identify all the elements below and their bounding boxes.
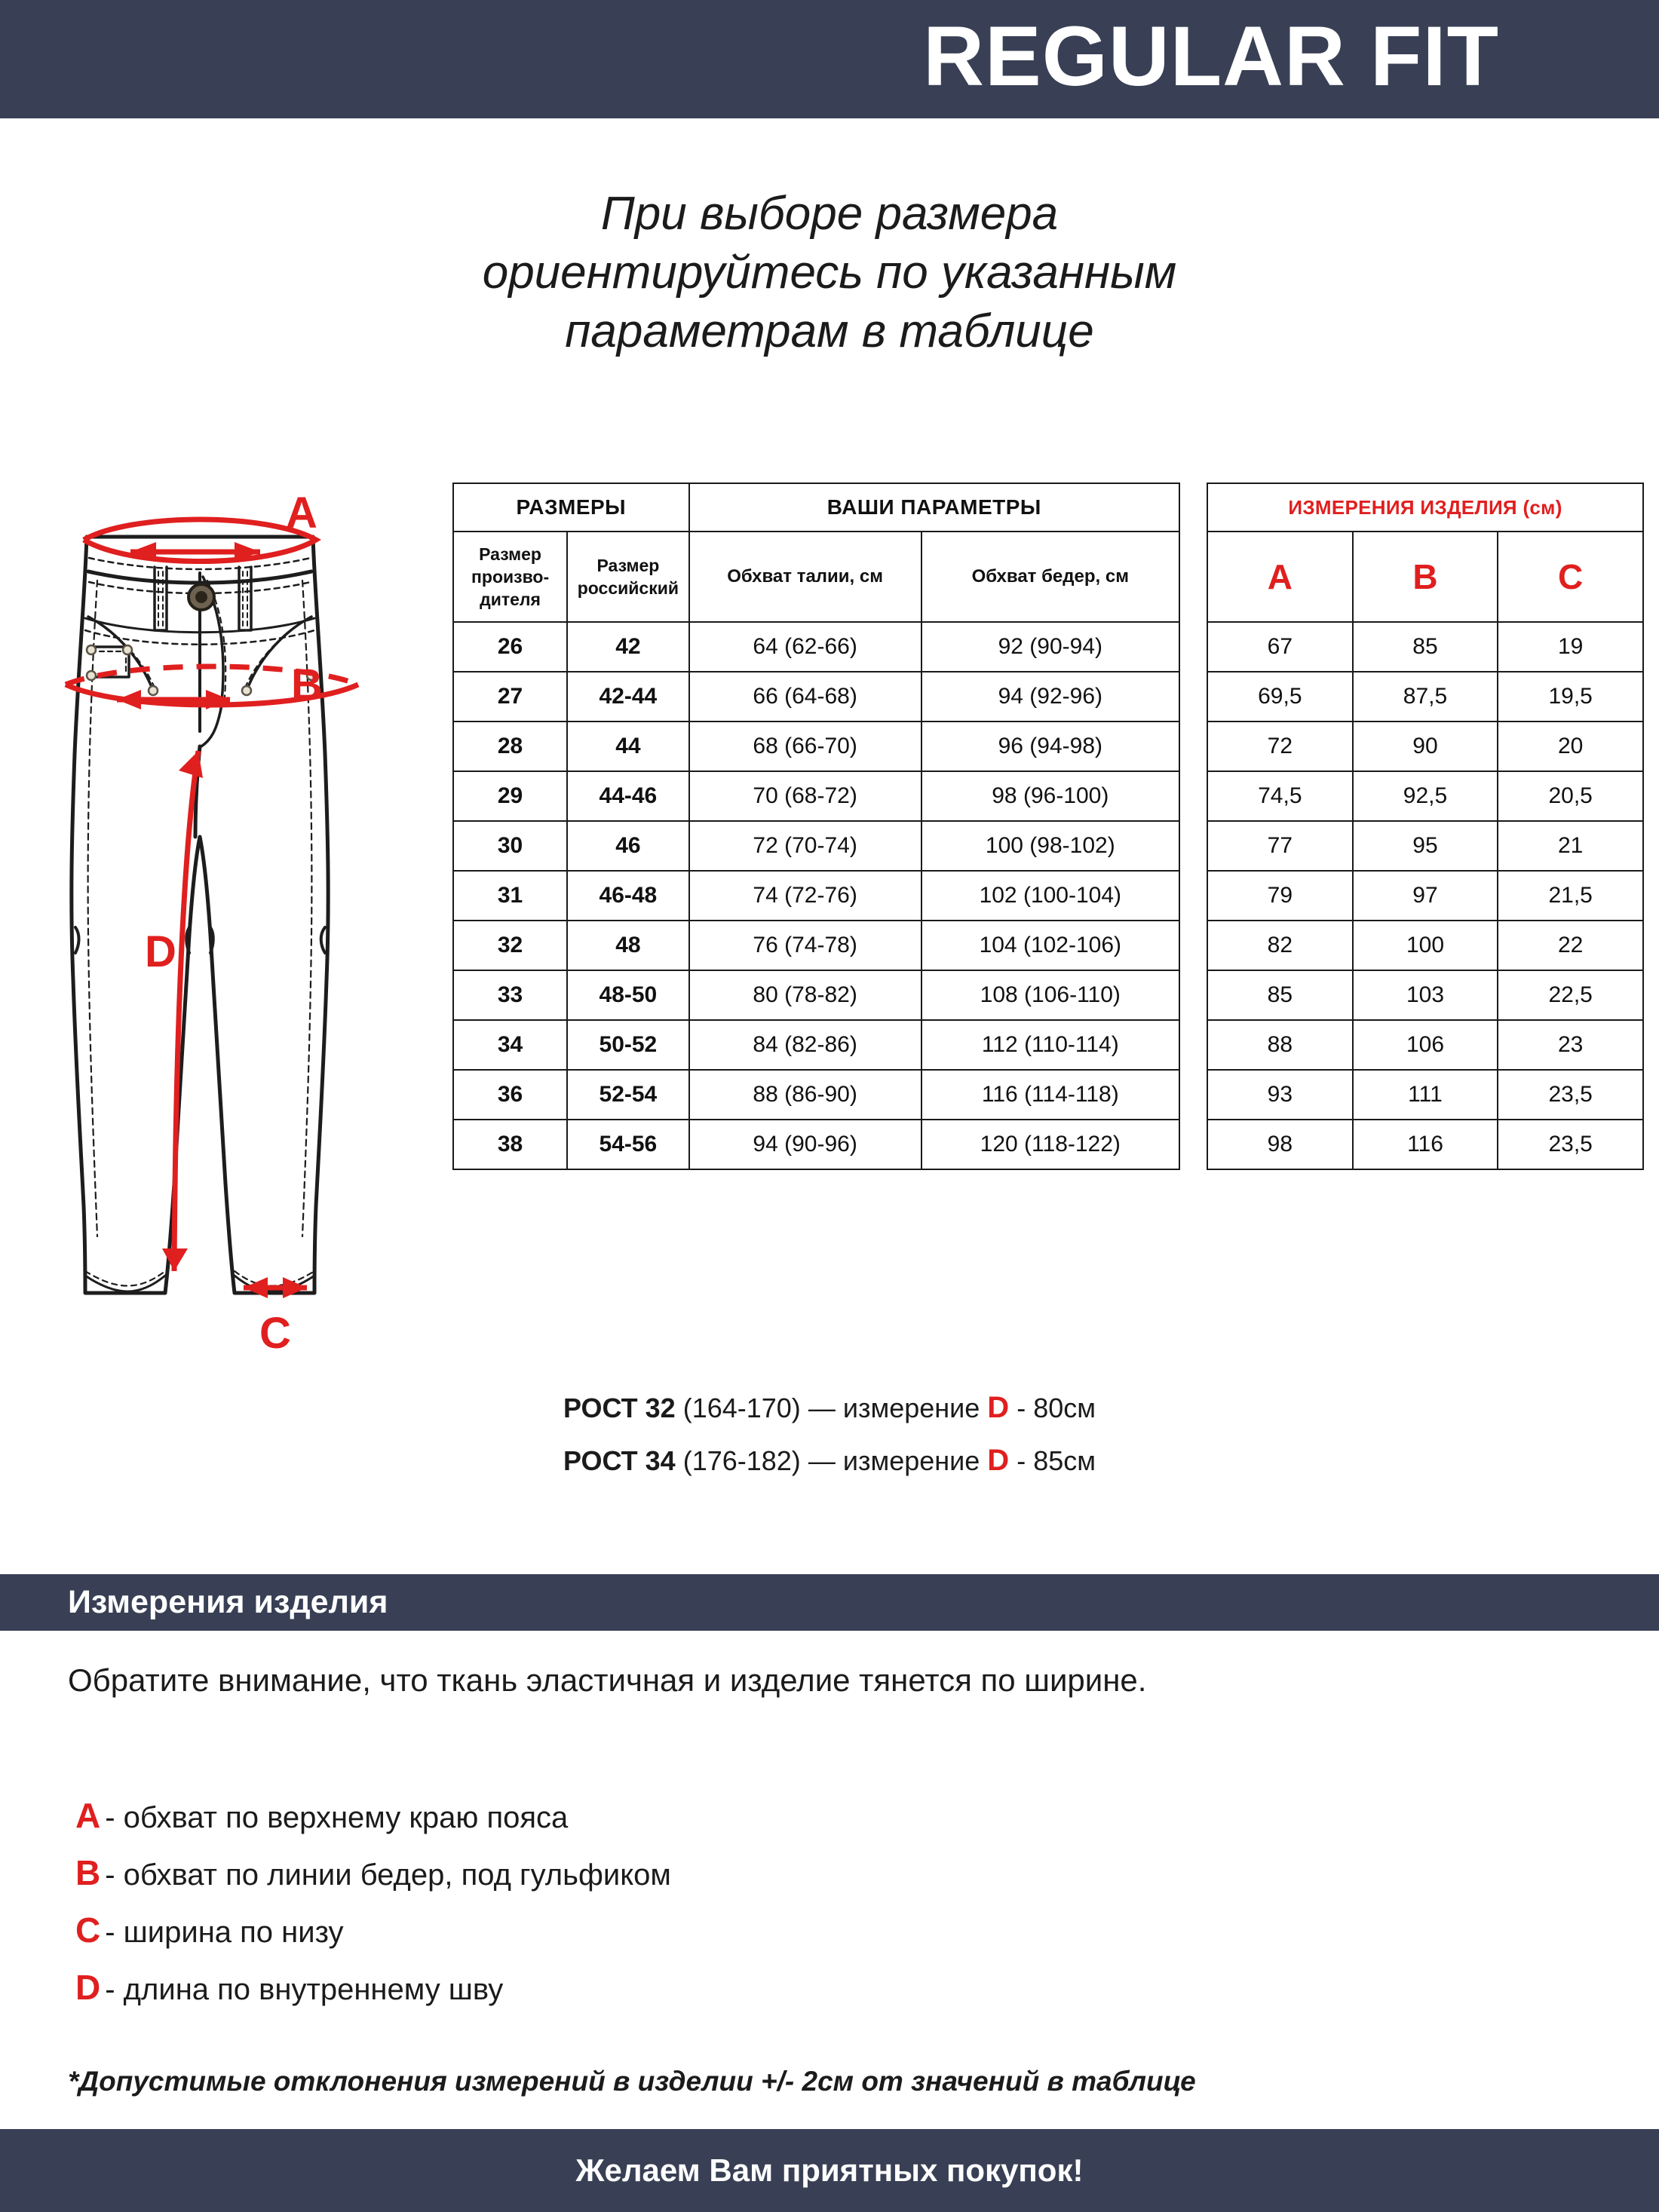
table-row: [453, 921, 1179, 970]
label-b: B: [291, 660, 323, 709]
cell-b: 103: [1353, 970, 1498, 1020]
cell-b: 106: [1353, 1020, 1498, 1070]
table-row: [1207, 1070, 1643, 1120]
table-row: [453, 722, 1179, 771]
rus-line-2: российский: [577, 578, 679, 598]
top-banner: [0, 0, 1659, 118]
measurement-legend: [75, 1787, 671, 2016]
table-row: [1207, 1020, 1643, 1070]
cell-c: 20,5: [1498, 771, 1643, 821]
subtitle-line-3: параметрам в таблице: [565, 305, 1094, 357]
page-title: REGULAR FIT: [923, 9, 1499, 103]
cell-waist: 66 (64-68): [689, 672, 921, 722]
size-table-right: [1207, 483, 1644, 1170]
cell-hips: 102 (100-104): [921, 871, 1179, 921]
subtitle-line-1: При выборе размера: [600, 188, 1059, 240]
cell-hips: 92 (90-94): [921, 622, 1179, 672]
cell-hips: 98 (96-100): [921, 771, 1179, 821]
cell-russian-size: 42: [567, 622, 689, 672]
cell-russian-size: 48-50: [567, 970, 689, 1020]
cell-c: 19,5: [1498, 672, 1643, 722]
cell-c: 22,5: [1498, 970, 1643, 1020]
height-note-word: измерение: [842, 1445, 980, 1476]
table-group-header-row: [1207, 483, 1643, 532]
label-a: A: [286, 489, 317, 538]
column-header-a: A: [1207, 532, 1353, 622]
cell-a: 88: [1207, 1020, 1353, 1070]
cell-manufacturer-size: 30: [453, 821, 567, 871]
column-header-russian-size: [567, 532, 689, 622]
section-bar-product-measurements: [0, 1574, 1659, 1631]
cell-a: 85: [1207, 970, 1353, 1020]
bottom-banner: [0, 2129, 1659, 2212]
cell-b: 116: [1353, 1120, 1498, 1169]
cell-b: 87,5: [1353, 672, 1498, 722]
cell-b: 85: [1353, 622, 1498, 672]
legend-key-b: B: [75, 1853, 101, 1892]
label-c: C: [259, 1309, 291, 1358]
size-table-left: [452, 483, 1180, 1170]
table-row: [453, 1120, 1179, 1169]
legend-text-b: - обхват по линии бедер, под гульфиком: [105, 1858, 671, 1892]
cell-waist: 64 (62-66): [689, 622, 921, 672]
cell-waist: 94 (90-96): [689, 1120, 921, 1169]
cell-manufacturer-size: 26: [453, 622, 567, 672]
table-row: [453, 1020, 1179, 1070]
height-note-value: - 80см: [1017, 1392, 1096, 1423]
height-note-key: D: [987, 1444, 1010, 1477]
table-row: [1207, 771, 1643, 821]
cell-waist: 68 (66-70): [689, 722, 921, 771]
legend-key-a: A: [75, 1796, 101, 1835]
height-note-34: [0, 1444, 1659, 1478]
table-row: [1207, 871, 1643, 921]
tolerance-footnote: *Допустимые отклонения измерений в изделии +/- 2см от значений в таблице: [68, 2066, 1196, 2097]
cell-a: 67: [1207, 622, 1353, 672]
cell-a: 82: [1207, 921, 1353, 970]
height-note-label: РОСТ 34: [563, 1445, 676, 1476]
column-header-c: C: [1498, 532, 1643, 622]
cell-b: 95: [1353, 821, 1498, 871]
cell-russian-size: 48: [567, 921, 689, 970]
cell-russian-size: 50-52: [567, 1020, 689, 1070]
table-row: [1207, 672, 1643, 722]
cell-russian-size: 46-48: [567, 871, 689, 921]
cell-a: 98: [1207, 1120, 1353, 1169]
cell-c: 23,5: [1498, 1070, 1643, 1120]
cell-a: 77: [1207, 821, 1353, 871]
cell-a: 79: [1207, 871, 1353, 921]
legend-key-d: D: [75, 1968, 101, 2007]
cell-manufacturer-size: 33: [453, 970, 567, 1020]
cell-b: 97: [1353, 871, 1498, 921]
cell-c: 21: [1498, 821, 1643, 871]
cell-russian-size: 44-46: [567, 771, 689, 821]
legend-item-d: [75, 1959, 671, 2016]
cell-c: 21,5: [1498, 871, 1643, 921]
cell-waist: 88 (86-90): [689, 1070, 921, 1120]
table-row: [1207, 821, 1643, 871]
height-note-key: D: [987, 1391, 1010, 1424]
table-row: [453, 771, 1179, 821]
column-header-waist: Обхват талии, см: [689, 532, 921, 622]
height-note-dash: —: [808, 1392, 836, 1423]
cell-hips: 94 (92-96): [921, 672, 1179, 722]
height-note-range: (164-170): [682, 1392, 801, 1423]
cell-hips: 116 (114-118): [921, 1070, 1179, 1120]
table-group-header-row: [453, 483, 1179, 532]
subtitle-line-2: ориентируйтесь по указанным: [482, 247, 1177, 299]
jeans-button-icon: [189, 584, 214, 610]
cell-c: 19: [1498, 622, 1643, 672]
cell-hips: 96 (94-98): [921, 722, 1179, 771]
cell-a: 69,5: [1207, 672, 1353, 722]
cell-waist: 80 (78-82): [689, 970, 921, 1020]
mfr-line-1: Размер: [479, 544, 541, 564]
table-row: [453, 970, 1179, 1020]
cell-a: 72: [1207, 722, 1353, 771]
height-note-word: измерение: [842, 1392, 980, 1423]
legend-text-c: - ширина по низу: [105, 1916, 344, 1949]
mfr-line-3: дителя: [480, 590, 541, 609]
height-note-value: - 85см: [1017, 1445, 1096, 1476]
cell-waist: 74 (72-76): [689, 871, 921, 921]
cell-russian-size: 44: [567, 722, 689, 771]
rus-line-1: Размер: [596, 556, 660, 575]
cell-hips: 108 (106-110): [921, 970, 1179, 1020]
height-note-dash: —: [808, 1445, 836, 1476]
legend-key-c: C: [75, 1910, 101, 1950]
group-header-your-params: ВАШИ ПАРАМЕТРЫ: [689, 483, 1179, 532]
table-column-header-row: [453, 532, 1179, 622]
table-row: [453, 821, 1179, 871]
cell-manufacturer-size: 38: [453, 1120, 567, 1169]
cell-hips: 112 (110-114): [921, 1020, 1179, 1070]
mfr-line-2: произво-: [471, 567, 550, 587]
cell-c: 20: [1498, 722, 1643, 771]
cell-a: 93: [1207, 1070, 1353, 1120]
cell-hips: 120 (118-122): [921, 1120, 1179, 1169]
column-header-b: B: [1353, 532, 1498, 622]
cell-manufacturer-size: 31: [453, 871, 567, 921]
legend-item-a: [75, 1787, 671, 1844]
height-note-label: РОСТ 32: [563, 1392, 676, 1423]
cell-manufacturer-size: 28: [453, 722, 567, 771]
cell-b: 100: [1353, 921, 1498, 970]
cell-manufacturer-size: 27: [453, 672, 567, 722]
height-note-range: (176-182): [682, 1445, 801, 1476]
table-row: [453, 1070, 1179, 1120]
footer-message: Желаем Вам приятных покупок!: [575, 2152, 1084, 2188]
cell-waist: 70 (68-72): [689, 771, 921, 821]
table-row: [453, 672, 1179, 722]
table-row: [1207, 921, 1643, 970]
cell-hips: 100 (98-102): [921, 821, 1179, 871]
cell-manufacturer-size: 36: [453, 1070, 567, 1120]
table-row: [1207, 1120, 1643, 1169]
cell-russian-size: 42-44: [567, 672, 689, 722]
cell-waist: 72 (70-74): [689, 821, 921, 871]
legend-text-d: - длина по внутреннему шву: [105, 1973, 504, 2006]
cell-manufacturer-size: 32: [453, 921, 567, 970]
cell-c: 23: [1498, 1020, 1643, 1070]
column-header-manufacturer-size: [453, 532, 567, 622]
subtitle: [0, 185, 1659, 361]
cell-b: 90: [1353, 722, 1498, 771]
cell-waist: 84 (82-86): [689, 1020, 921, 1070]
cell-russian-size: 54-56: [567, 1120, 689, 1169]
label-d: D: [145, 927, 176, 976]
table-row: [453, 622, 1179, 672]
cell-hips: 104 (102-106): [921, 921, 1179, 970]
group-header-sizes: РАЗМЕРЫ: [453, 483, 689, 532]
table-row: [1207, 722, 1643, 771]
legend-item-c: [75, 1901, 671, 1959]
group-header-product-measurements: ИЗМЕРЕНИЯ ИЗДЕЛИЯ (см): [1207, 483, 1643, 532]
legend-item-b: [75, 1844, 671, 1901]
section-title: Измерения изделия: [68, 1584, 388, 1620]
cell-waist: 76 (74-78): [689, 921, 921, 970]
cell-russian-size: 52-54: [567, 1070, 689, 1120]
cell-c: 22: [1498, 921, 1643, 970]
cell-russian-size: 46: [567, 821, 689, 871]
cell-manufacturer-size: 34: [453, 1020, 567, 1070]
cell-b: 92,5: [1353, 771, 1498, 821]
cell-c: 23,5: [1498, 1120, 1643, 1169]
table-row: [1207, 622, 1643, 672]
height-note-32: [0, 1391, 1659, 1425]
cell-manufacturer-size: 29: [453, 771, 567, 821]
table-row: [453, 871, 1179, 921]
legend-text-a: - обхват по верхнему краю пояса: [105, 1801, 569, 1834]
column-header-hips: Обхват бедер, см: [921, 532, 1179, 622]
elastic-fabric-note: Обратите внимание, что ткань эластичная и изделие тянется по ширине.: [68, 1662, 1147, 1698]
table-column-header-row: [1207, 532, 1643, 622]
cell-a: 74,5: [1207, 771, 1353, 821]
table-row: [1207, 970, 1643, 1020]
cell-b: 111: [1353, 1070, 1498, 1120]
jeans-illustration: [41, 483, 434, 1372]
